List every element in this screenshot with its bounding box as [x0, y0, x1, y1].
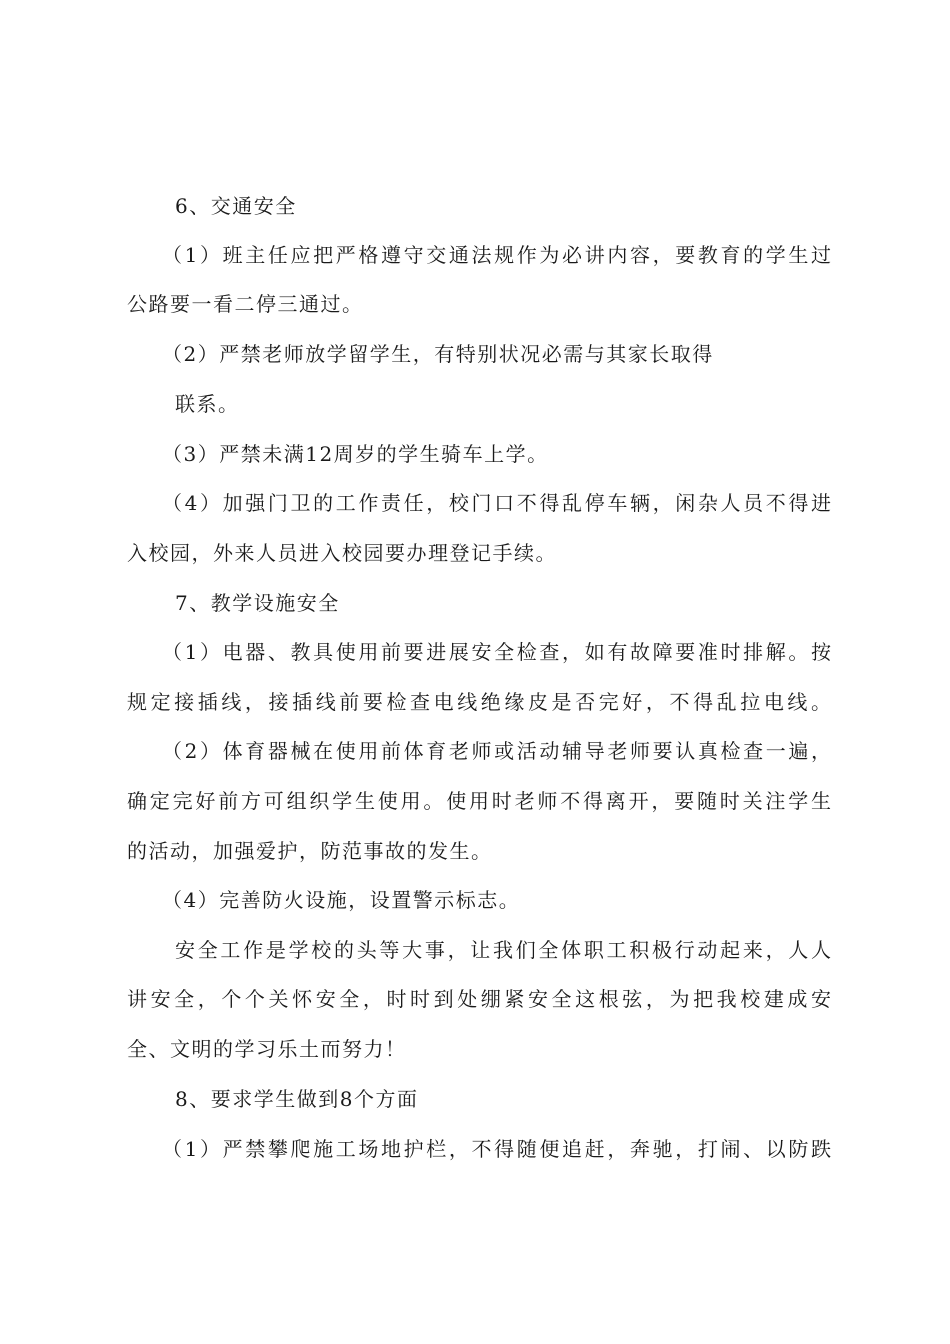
paragraph-line: 规定接插线，接插线前要检查电线绝缘皮是否完好，不得乱拉电线。	[127, 690, 831, 714]
paragraph-line: （1）电器、教具使用前要进展安全检查，如有故障要准时排解。按	[162, 640, 831, 664]
paragraph-line: 入校园，外来人员进入校园要办理登记手续。	[127, 541, 557, 565]
section-heading-student-requirements: 8、要求学生做到8个方面	[175, 1087, 419, 1111]
section-heading-traffic-safety: 6、交通安全	[175, 194, 297, 218]
paragraph-line: （4）加强门卫的工作责任，校门口不得乱停车辆，闲杂人员不得进	[162, 491, 831, 515]
paragraph-line: （1）严禁攀爬施工场地护栏，不得随便追赶，奔驰，打闹、以防跌	[162, 1137, 831, 1161]
paragraph-line: 确定完好前方可组织学生使用。使用时老师不得离开，要随时关注学生	[127, 789, 831, 813]
paragraph-line: 联系。	[175, 392, 240, 416]
paragraph-line: （2）体育器械在使用前体育老师或活动辅导老师要认真检查一遍，	[162, 739, 831, 763]
paragraph-line: 全、文明的学习乐土而努力！	[127, 1037, 407, 1061]
paragraph-line: （2）严禁老师放学留学生，有特别状况必需与其家长取得	[162, 342, 714, 366]
paragraph-line: 安全工作是学校的头等大事，让我们全体职工积极行动起来，人人	[175, 938, 831, 962]
paragraph-line: 讲安全，个个关怀安全，时时到处绷紧安全这根弦，为把我校建成安	[127, 987, 831, 1011]
paragraph-line: （3）严禁未满12周岁的学生骑车上学。	[162, 442, 549, 466]
paragraph-line: 公路要一看二停三通过。	[127, 292, 364, 316]
paragraph-line: （1）班主任应把严格遵守交通法规作为必讲内容，要教育的学生过	[162, 243, 831, 267]
paragraph-line: （4）完善防火设施，设置警示标志。	[162, 888, 521, 912]
paragraph-line: 的活动，加强爱护，防范事故的发生。	[127, 839, 493, 863]
section-heading-teaching-facility-safety: 7、教学设施安全	[175, 591, 340, 615]
